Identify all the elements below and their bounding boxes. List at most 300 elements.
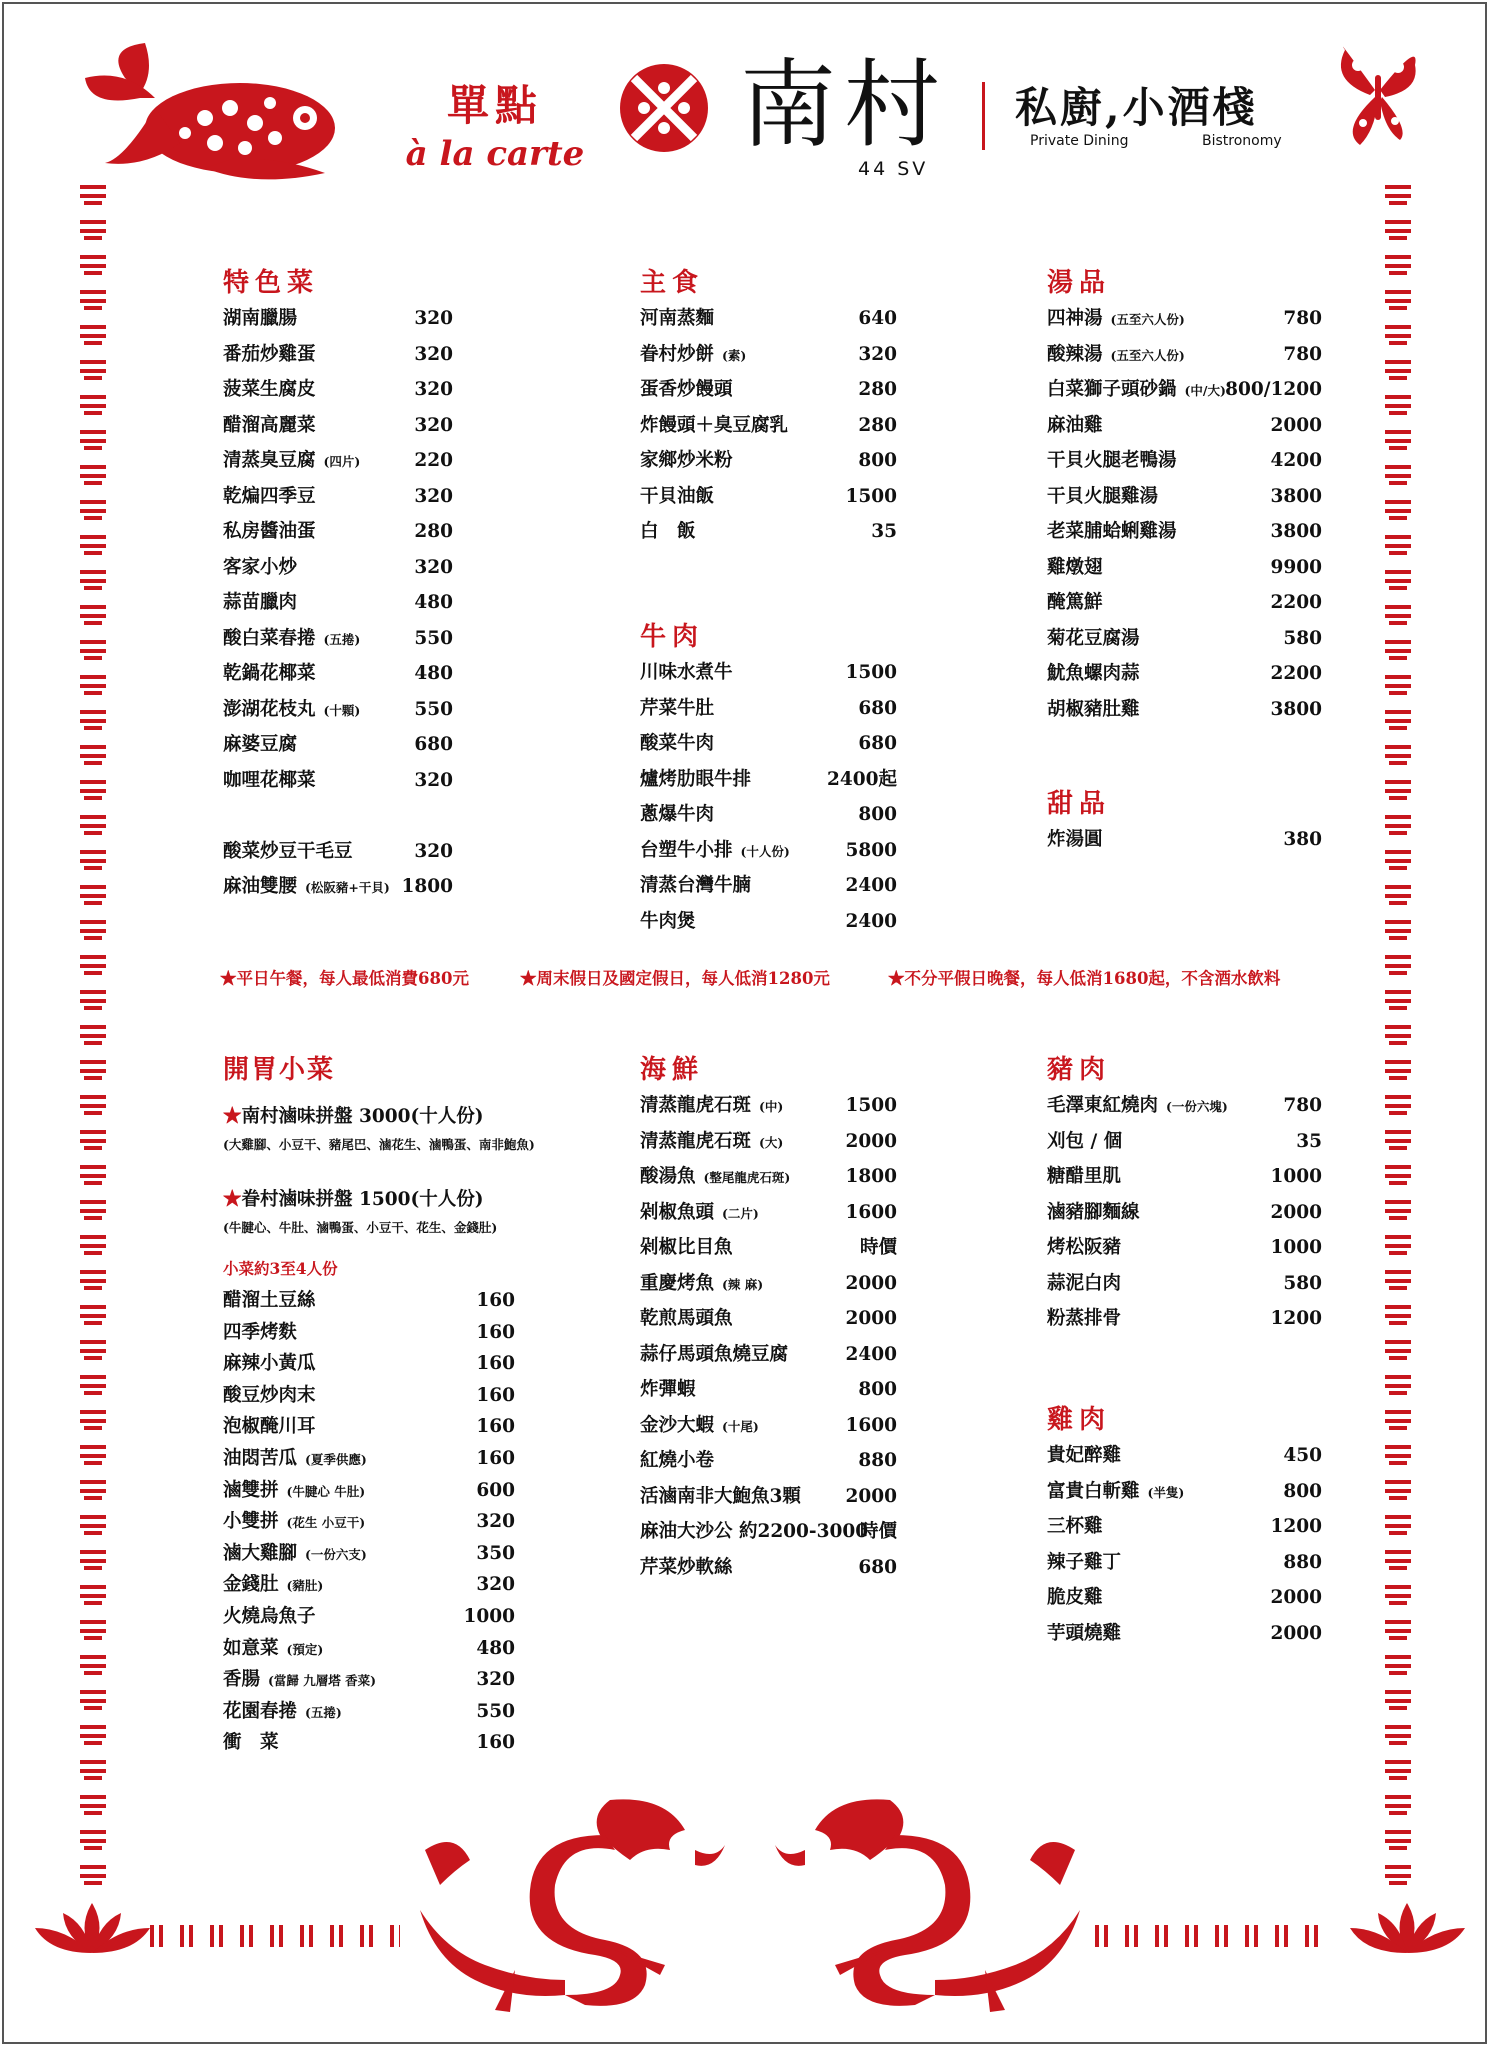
- menu-item-price: 350: [476, 1542, 515, 1564]
- menu-item-name: [223, 479, 316, 515]
- menu-item-name: [640, 1124, 783, 1161]
- menu-item-title: 麻辣小黃瓜: [223, 1353, 316, 1375]
- menu-item-name: [223, 1443, 367, 1476]
- menu-item-price: 2000: [845, 1272, 897, 1294]
- menu-item-title: 酸豆炒肉末: [223, 1384, 316, 1406]
- menu-item-title: 湖南臘腸: [223, 308, 298, 329]
- menu-item-title: 酸白菜春捲: [223, 627, 316, 649]
- menu-item-price: 220: [414, 450, 453, 471]
- menu-item-price: 2000: [845, 1485, 897, 1507]
- menu-item-price: 2200: [1270, 592, 1322, 613]
- menu-item-name: [640, 1443, 714, 1479]
- menu-item: [1047, 337, 1322, 373]
- menu-item-name: [1047, 301, 1185, 338]
- menu-item-name: [1047, 585, 1103, 621]
- menu-item-price: 320: [476, 1669, 515, 1691]
- menu-item-title: 酸辣湯: [1047, 343, 1103, 365]
- section-title-chicken: 雞肉: [1047, 1405, 1112, 1435]
- menu-item-price: 780: [1283, 343, 1322, 365]
- menu-item-name: [223, 1601, 316, 1633]
- logo-circle-icon: [616, 60, 712, 156]
- dragon-left-icon: [415, 1790, 730, 2015]
- menu-item-name: [640, 1337, 788, 1373]
- menu-item: [1047, 1616, 1322, 1652]
- menu-item-price: 380: [1283, 829, 1322, 850]
- menu-item-price: 640: [858, 308, 897, 329]
- menu-item-price: 280: [858, 414, 897, 436]
- brand-name: 南村: [740, 49, 948, 161]
- section-seafood: [640, 1052, 897, 1585]
- menu-item-price: 4200: [1270, 450, 1322, 471]
- menu-item-price: 1000: [1270, 1237, 1322, 1258]
- tagline-private-dining: Private Dining: [1030, 133, 1129, 149]
- menu-item-price: 320: [414, 379, 453, 400]
- menu-item-title: 番茄炒雞蛋: [223, 343, 316, 365]
- menu-item-title: 乾煎馬頭魚: [640, 1308, 733, 1329]
- header-divider: [982, 82, 985, 150]
- menu-item-name: [1047, 1438, 1121, 1474]
- menu-item-name: [223, 656, 316, 692]
- section-staple: [640, 265, 897, 550]
- soup-list: [1047, 301, 1322, 727]
- menu-item-title: 菠菜生腐皮: [223, 379, 316, 400]
- platter-nancun-desc: (大雞腳、小豆干、豬尾巴、滷花生、滷鴨蛋、南非鮑魚): [223, 1137, 535, 1152]
- menu-item-title: 刈包 / 個: [1047, 1130, 1123, 1152]
- menu-item-title: 老菜脯蛤蜊雞湯: [1047, 521, 1177, 542]
- menu-item-note: (十人份): [740, 843, 790, 859]
- menu-item-name: [223, 1475, 365, 1508]
- menu-item-title: 炸湯圓: [1047, 829, 1103, 850]
- menu-item-name: [640, 1372, 696, 1408]
- menu-item-title: 清蒸台灣牛腩: [640, 875, 752, 896]
- menu-item-note: (中): [759, 1099, 784, 1114]
- menu-item-title: 客家小炒: [223, 556, 298, 578]
- menu-item: [223, 514, 453, 550]
- menu-item: [640, 762, 897, 798]
- note-weekend: ★周末假日及國定假日，每人低消1280元: [520, 969, 830, 988]
- menu-item-name: [1047, 372, 1226, 409]
- menu-item-price: 2400: [845, 875, 897, 896]
- menu-item: [1047, 1230, 1322, 1266]
- menu-item-title: 糖醋里肌: [1047, 1166, 1122, 1187]
- menu-item-price: 880: [1283, 1551, 1322, 1573]
- menu-item: [1047, 550, 1322, 586]
- menu-item-price: 2000: [845, 1308, 897, 1329]
- menu-item-title: 活滷南非大鮑魚3顆: [640, 1485, 801, 1507]
- menu-item: [640, 868, 897, 904]
- menu-item-price: 480: [414, 663, 453, 684]
- menu-item: [1047, 1195, 1322, 1231]
- menu-item-name: [640, 691, 714, 727]
- tagline: 私廚,小酒棧: [1015, 83, 1258, 132]
- chicken-list: [1047, 1438, 1322, 1651]
- menu-item-price: 1500: [845, 662, 897, 683]
- menu-item-price: 580: [1283, 627, 1322, 649]
- menu-item-title: 雞燉翅: [1047, 556, 1103, 578]
- menu-item-price: 280: [858, 379, 897, 400]
- menu-item-title: 脆皮雞: [1047, 1587, 1103, 1608]
- koi-fish-papercut-icon: [85, 38, 350, 188]
- menu-item-name: [1047, 1266, 1121, 1302]
- menu-item-name: [223, 337, 316, 373]
- menu-item: [1047, 1124, 1322, 1160]
- menu-item-name: [223, 692, 360, 729]
- menu-item: [223, 1506, 515, 1538]
- section-title-dessert: 甜品: [1047, 789, 1112, 819]
- menu-item-name: [640, 655, 733, 691]
- menu-item-name: [1047, 1124, 1122, 1160]
- note-dinner: ★不分平假日晚餐，每人低消1680起，不含酒水飲料: [888, 969, 1281, 988]
- menu-item-title: 菊花豆腐湯: [1047, 627, 1140, 649]
- menu-item-note: (十尾): [722, 1418, 759, 1434]
- menu-item-title: 小雙拼: [223, 1511, 279, 1533]
- menu-item-name: [1047, 479, 1158, 515]
- menu-item-name: [223, 1411, 316, 1443]
- menu-item: [640, 301, 897, 337]
- menu-item-price: 2000: [1270, 1587, 1322, 1608]
- menu-item-title: 爐烤肋眼牛排: [640, 768, 752, 790]
- menu-item-price: 480: [476, 1637, 515, 1659]
- menu-item-name: [640, 762, 751, 798]
- menu-item-name: [223, 1633, 323, 1666]
- menu-item-price: 160: [476, 1416, 515, 1438]
- menu-item-note: (五捲): [305, 1704, 342, 1720]
- menu-item-title: 咖哩花椰菜: [223, 769, 316, 791]
- menu-item: [640, 726, 897, 762]
- platter-juancun-name: 眷村滷味拼盤 1500(十人份): [241, 1189, 484, 1210]
- menu-item-price: 1200: [1270, 1308, 1322, 1329]
- menu-item-name: [640, 1301, 733, 1337]
- menu-item-name: [640, 443, 733, 479]
- menu-item: [1047, 1509, 1322, 1545]
- menu-item-title: 魷魚螺肉蒜: [1047, 663, 1140, 684]
- beef-list: [640, 655, 897, 939]
- menu-item-price: 2400起: [827, 768, 897, 790]
- menu-item-note: (素): [722, 347, 747, 363]
- butterfly-papercut-icon: [1330, 35, 1425, 150]
- menu-item-title: 辣子雞丁: [1047, 1551, 1122, 1573]
- menu-item-price: 800: [858, 1379, 897, 1400]
- menu-item-name: [1047, 1088, 1228, 1125]
- menu-item: [223, 443, 453, 479]
- menu-item: [223, 585, 453, 621]
- menu-item-name: [223, 834, 353, 870]
- menu-item: [1047, 479, 1322, 515]
- menu-item-name: [223, 1317, 297, 1349]
- menu-item-price: 2400: [845, 1343, 897, 1365]
- menu-item: [223, 550, 453, 586]
- menu-item-note: (一份六支): [305, 1546, 367, 1562]
- menu-item-name: [640, 1479, 801, 1515]
- section-title-pork: 豬肉: [1047, 1055, 1112, 1085]
- menu-item-price: 320: [414, 769, 453, 791]
- menu-item-title: 剁椒比目魚: [640, 1237, 733, 1258]
- menu-item-price: 3800: [1270, 698, 1322, 720]
- menu-item-price: 680: [858, 733, 897, 754]
- menu-item-title: 干貝油飯: [640, 485, 715, 507]
- menu-item-name: [223, 727, 297, 763]
- menu-item-price: 1200: [1270, 1516, 1322, 1537]
- menu-item-title: 芋頭燒雞: [1047, 1622, 1122, 1644]
- menu-item-title: 家鄉炒米粉: [640, 450, 733, 471]
- menu-item: [640, 1230, 897, 1266]
- section-title-beef: 牛肉: [640, 622, 705, 652]
- menu-item-price: 480: [414, 592, 453, 613]
- menu-item-name: [640, 1230, 733, 1266]
- section-soup: [1047, 265, 1322, 727]
- menu-item-name: [223, 514, 316, 550]
- menu-item-title: 炸彈蝦: [640, 1379, 696, 1400]
- menu-item: [640, 1159, 897, 1195]
- menu-item-title: 酸菜炒豆干毛豆: [223, 840, 353, 862]
- menu-item-title: 金沙大蝦: [640, 1414, 715, 1436]
- menu-item-name: [640, 479, 714, 515]
- lotus-left-icon: [35, 1898, 150, 1958]
- menu-item-name: [640, 904, 696, 940]
- menu-item-price: 9900: [1270, 556, 1322, 578]
- menu-item-title: 四季烤麩: [223, 1321, 298, 1343]
- dragon-right-icon: [765, 1790, 1085, 2015]
- menu-item-name: [1047, 408, 1103, 444]
- menu-item: [223, 656, 453, 692]
- brand-code: 44 SV: [858, 158, 929, 180]
- menu-item: [223, 763, 453, 799]
- menu-item: [223, 1348, 515, 1380]
- star-icon: ★: [223, 1106, 242, 1127]
- menu-type-label: [380, 82, 610, 178]
- menu-item-name: [223, 1696, 342, 1729]
- menu-item-title: 蔥爆牛肉: [640, 804, 715, 825]
- menu-item-title: 花園春捲: [223, 1700, 298, 1722]
- menu-item-title: 毛澤東紅燒肉: [1047, 1095, 1159, 1116]
- menu-item-price: 680: [414, 734, 453, 755]
- menu-item: [223, 692, 453, 728]
- menu-item-title: 香腸: [223, 1669, 261, 1691]
- menu-item-price: 550: [414, 698, 453, 720]
- menu-item-title: 火燒烏魚子: [223, 1605, 316, 1627]
- menu-item-note: (預定): [286, 1641, 324, 1657]
- menu-item-note: (花生 小豆干): [286, 1515, 366, 1531]
- menu-item: [1047, 372, 1322, 408]
- menu-item-name: [640, 1159, 790, 1196]
- menu-item-name: [223, 763, 316, 799]
- menu-item-name: [1047, 621, 1140, 657]
- star-icon: ★: [223, 1189, 242, 1210]
- menu-item-price: 160: [476, 1384, 515, 1406]
- menu-item-name: [1047, 1474, 1184, 1511]
- menu-item-title: 清蒸龍虎石斑: [640, 1095, 752, 1116]
- menu-item-title: 眷村炒餅: [640, 343, 715, 365]
- menu-item-price: 800: [858, 804, 897, 825]
- menu-item: [223, 1475, 515, 1507]
- menu-item: [223, 1633, 515, 1665]
- menu-item: [223, 1380, 515, 1412]
- menu-item: [223, 1538, 515, 1570]
- menu-item: [223, 727, 453, 763]
- menu-item-name: [223, 869, 390, 906]
- menu-item-title: 滷大雞腳: [223, 1542, 298, 1564]
- menu-item: [640, 1550, 897, 1586]
- menu-item-price: 時價: [859, 1521, 897, 1542]
- menu-item-name: [223, 408, 316, 444]
- menu-item-title: 麻油雙腰: [223, 876, 298, 897]
- menu-item-price: 1800: [401, 876, 453, 897]
- menu-item-price: 1800: [845, 1166, 897, 1187]
- menu-item-name: [1047, 514, 1177, 550]
- menu-item-title: 泡椒醃川耳: [223, 1416, 316, 1438]
- menu-item-title: 油悶苦瓜: [223, 1447, 298, 1469]
- menu-item-price: 280: [414, 521, 453, 542]
- menu-item-note: (中/大): [1184, 383, 1226, 398]
- menu-item-note: (二片): [722, 1205, 759, 1221]
- menu-item-name: [1047, 1195, 1140, 1231]
- menu-item: [1047, 443, 1322, 479]
- menu-item-price: 320: [414, 308, 453, 329]
- menu-item: [223, 301, 453, 337]
- bottom-fret-border-right: [1095, 1925, 1330, 1947]
- menu-item: [640, 1479, 897, 1515]
- menu-item-price: 1600: [845, 1201, 897, 1223]
- staple-list: [640, 301, 897, 550]
- section-title-staple: 主食: [640, 268, 705, 298]
- menu-item: [1047, 301, 1322, 337]
- menu-item-name: [1047, 1509, 1103, 1545]
- menu-item-name: [223, 585, 297, 621]
- menu-item-title: 四神湯: [1047, 308, 1103, 329]
- menu-item-name: [640, 301, 714, 337]
- menu-item: [640, 443, 897, 479]
- menu-item-title: 滷豬腳麵線: [1047, 1201, 1140, 1223]
- menu-item-name: [640, 1408, 759, 1445]
- menu-item-title: 酸湯魚: [640, 1166, 696, 1187]
- bottom-fret-border-left: [150, 1925, 400, 1947]
- menu-item-title: 麻婆豆腐: [223, 734, 298, 755]
- menu-item-title: 蒜仔馬頭魚燒豆腐: [640, 1343, 789, 1365]
- section-appetizer: [223, 1052, 535, 1759]
- menu-item-price: 3800: [1270, 521, 1322, 542]
- menu-item: [640, 1408, 897, 1444]
- menu-item: [223, 1664, 515, 1696]
- section-title-appetizer: 開胃小菜: [223, 1055, 336, 1085]
- menu-item: [223, 408, 453, 444]
- menu-item-title: 澎湖花枝丸: [223, 698, 316, 720]
- menu-item-name: [223, 1664, 376, 1697]
- menu-item-title: 乾鍋花椰菜: [223, 663, 316, 684]
- menu-item-note: (牛腱心 牛肚): [286, 1483, 366, 1499]
- menu-item: [223, 621, 453, 657]
- menu-item-title: 剁椒魚頭: [640, 1201, 715, 1223]
- menu-item-price: 320: [858, 343, 897, 365]
- menu-item-price: 160: [476, 1353, 515, 1375]
- menu-item-note: (整尾龍虎石斑): [703, 1170, 791, 1185]
- menu-item-name: [640, 408, 788, 444]
- menu-item-price: 600: [476, 1479, 515, 1501]
- menu-item-title: 芹菜牛肚: [640, 697, 715, 719]
- menu-item-title: 胡椒豬肚雞: [1047, 698, 1140, 720]
- menu-item-price: 160: [476, 1290, 515, 1311]
- menu-item-price: 1000: [1270, 1166, 1322, 1187]
- menu-item-name: [640, 833, 790, 870]
- menu-item-name: [1047, 443, 1177, 479]
- menu-item-price: 780: [1283, 308, 1322, 329]
- menu-item: [1047, 822, 1322, 858]
- menu-item-price: 1000: [463, 1605, 515, 1627]
- menu-item-price: 2200: [1270, 663, 1322, 684]
- menu-item: [640, 655, 897, 691]
- menu-item-price: 160: [476, 1732, 515, 1754]
- menu-item-title: 芹菜炒軟絲: [640, 1556, 733, 1578]
- menu-item-name: [640, 337, 746, 374]
- menu-item-name: [223, 443, 360, 480]
- menu-item-price: 550: [414, 627, 453, 649]
- menu-item-title: 白 飯: [640, 521, 696, 542]
- menu-item-price: 160: [476, 1321, 515, 1343]
- menu-item-note: (五至六人份): [1110, 347, 1185, 363]
- menu-item-price: 580: [1283, 1272, 1322, 1294]
- menu-item-name: [223, 1380, 316, 1412]
- menu-item-name: [640, 514, 696, 550]
- menu-item-title: 貴妃醉雞: [1047, 1445, 1122, 1466]
- menu-item-title: 滷雙拼: [223, 1479, 279, 1501]
- platter-juancun-desc: (牛腱心、牛肚、滷鴨蛋、小豆干、花生、金錢肚): [223, 1220, 498, 1235]
- section-pork: [1047, 1052, 1322, 1337]
- menu-item-price: 1500: [845, 485, 897, 507]
- section-beef: [640, 619, 897, 939]
- menu-item-title: 清蒸龍虎石斑: [640, 1130, 752, 1152]
- menu-item-name: [1047, 550, 1103, 586]
- menu-item: [1047, 1088, 1322, 1124]
- menu-item-price: 450: [1283, 1445, 1322, 1466]
- menu-item-title: 蛋香炒饅頭: [640, 379, 733, 400]
- menu-item: [1047, 1474, 1322, 1510]
- menu-item-title: 金錢肚: [223, 1574, 279, 1596]
- menu-item: [1047, 656, 1322, 692]
- menu-item: [640, 1124, 897, 1160]
- menu-item-title: 酸菜牛肉: [640, 733, 715, 754]
- lotus-right-icon: [1350, 1898, 1465, 1958]
- menu-item-price: 2000: [1270, 1201, 1322, 1223]
- section-title-seafood: 海鮮: [640, 1055, 705, 1085]
- menu-item-note: (辣 麻): [722, 1276, 764, 1292]
- menu-item-note: (半隻): [1147, 1484, 1185, 1500]
- menu-item-title: 干貝火腿老鴨湯: [1047, 450, 1177, 471]
- menu-item-price: 1600: [845, 1414, 897, 1436]
- menu-item-title: 醃篤鮮: [1047, 592, 1103, 613]
- section-title-soup: 湯品: [1047, 268, 1112, 298]
- menu-item: [223, 1443, 515, 1475]
- menu-item-title: 如意菜: [223, 1637, 279, 1659]
- menu-item-name: [223, 1348, 316, 1380]
- menu-item-note: (十顆): [323, 702, 361, 718]
- menu-item-name: [640, 1195, 759, 1232]
- menu-item: [223, 1285, 515, 1317]
- menu-item-title: 粉蒸排骨: [1047, 1308, 1122, 1329]
- menu-item: [640, 514, 897, 550]
- menu-item: [223, 869, 453, 905]
- menu-item-name: [1047, 1301, 1121, 1337]
- menu-item-price: 550: [476, 1700, 515, 1722]
- menu-item-price: 880: [858, 1450, 897, 1471]
- menu-item: [640, 337, 897, 373]
- menu-item-title: 衝 菜: [223, 1732, 279, 1754]
- menu-item-name: [640, 1088, 783, 1125]
- menu-item: [223, 479, 453, 515]
- menu-item-name: [223, 1506, 365, 1539]
- menu-item-title: 蒜苗臘肉: [223, 592, 298, 613]
- menu-item: [223, 337, 453, 373]
- menu-item-name: [223, 1285, 316, 1317]
- menu-item: [640, 1195, 897, 1231]
